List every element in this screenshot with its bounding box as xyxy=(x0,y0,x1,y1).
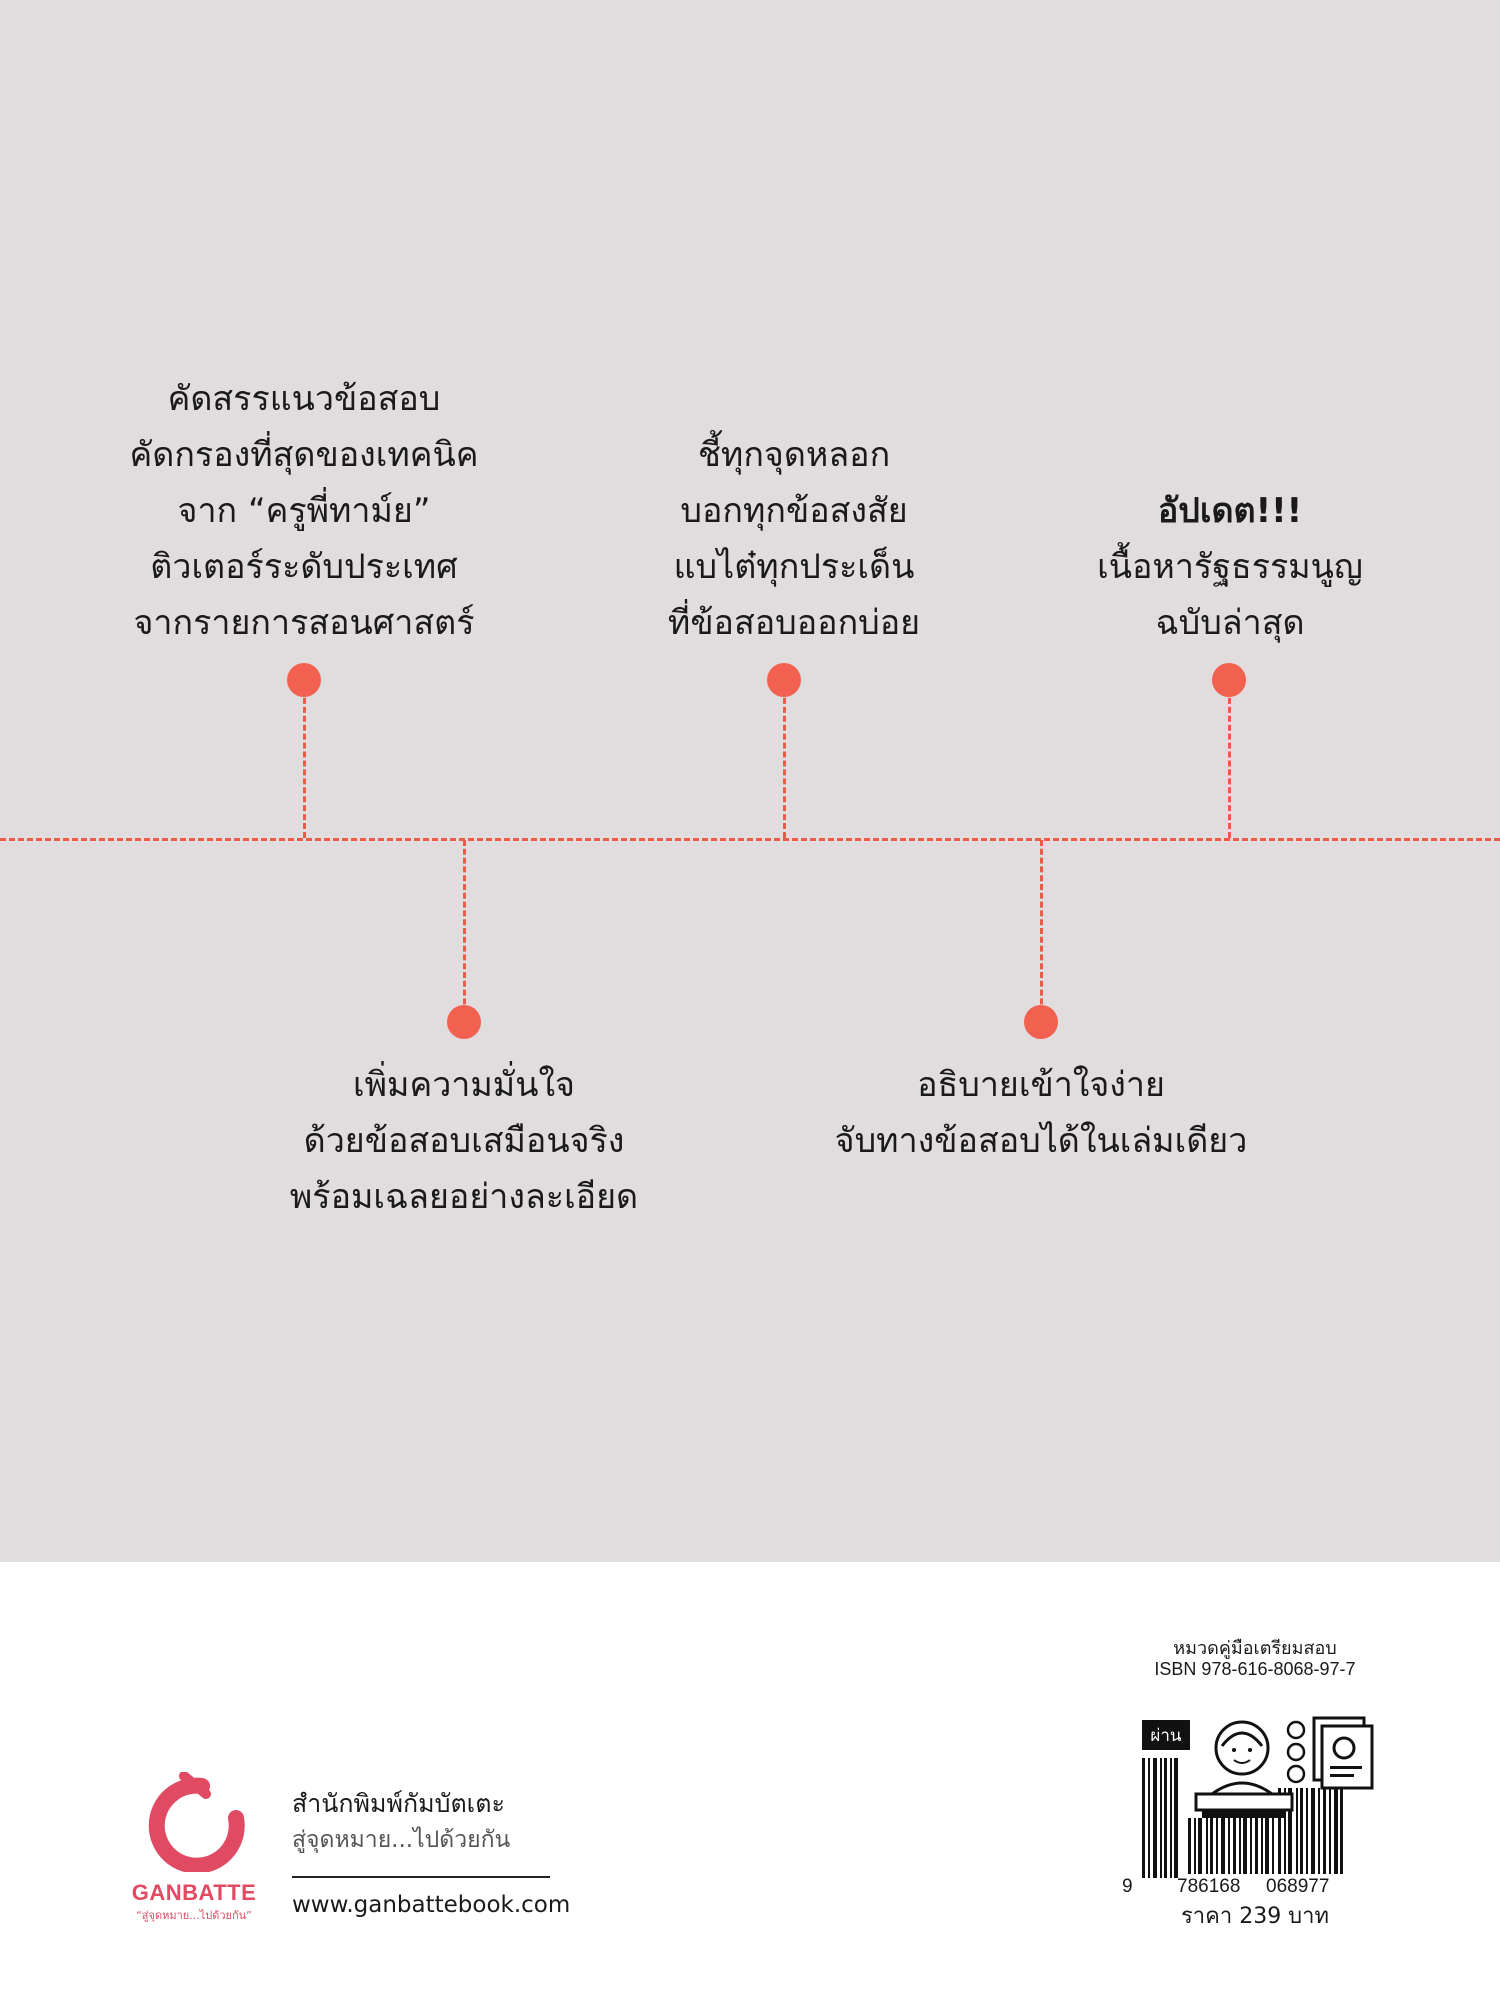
connector-4 xyxy=(463,840,466,1022)
feature-line: อธิบายเข้าใจง่าย xyxy=(917,1065,1165,1105)
publisher-slogan: สู่จุดหมาย...ไปด้วยกัน xyxy=(292,1827,511,1853)
feature-trick-points xyxy=(614,427,974,651)
feature-line: ที่ข้อสอบออกบ่อย xyxy=(667,603,921,643)
timeline-dot-5 xyxy=(1024,1005,1058,1039)
timeline-axis xyxy=(0,838,1500,841)
feature-easy-explanation xyxy=(816,1057,1266,1169)
barcode-digits-group-1: 786168 xyxy=(1177,1876,1241,1897)
connector-2 xyxy=(783,680,786,838)
publisher-name: สำนักพิมพ์กัมบัตเตะ xyxy=(292,1789,505,1818)
feature-line: คัดสรรแนวข้อสอบ xyxy=(167,379,441,419)
feature-line: จากรายการสอนศาสตร์ xyxy=(133,603,475,643)
connector-5 xyxy=(1040,840,1043,1022)
barcode-illustration xyxy=(1118,1708,1380,1892)
brand-tagline: “สู่จุดหมาย...ไปด้วยกัน” xyxy=(136,1909,252,1922)
timeline-dot-1 xyxy=(287,663,321,697)
barcode-digits-group-2: 068977 xyxy=(1266,1876,1330,1897)
pass-stamp: ผ่าน xyxy=(1150,1726,1182,1746)
feature-line: ชี้ทุกจุดหลอก xyxy=(697,435,891,475)
timeline-dot-4 xyxy=(447,1005,481,1039)
feature-line: ติวเตอร์ระดับประเทศ xyxy=(150,547,458,587)
brand-wordmark: GANBATTE xyxy=(131,1880,257,1905)
barcode-digit-first: 9 xyxy=(1122,1876,1133,1897)
feature-line: เพิ่มความมั่นใจ xyxy=(353,1065,575,1105)
feature-line: เนื้อหารัฐธรรมนูญ xyxy=(1097,547,1363,587)
feature-line: ด้วยข้อสอบเสมือนจริง xyxy=(303,1121,625,1161)
feature-line: จาก “ครูพี่ทาม์ย” xyxy=(177,491,431,531)
timeline-dot-3 xyxy=(1212,663,1246,697)
connector-3 xyxy=(1228,680,1231,838)
publisher-website-link[interactable]: www.ganbattebook.com xyxy=(292,1892,571,1918)
feature-realistic-exams xyxy=(269,1057,659,1225)
feature-line: คัดกรองที่สุดของเทคนิค xyxy=(129,435,479,475)
feature-highlight: อัปเดต!!! xyxy=(1157,491,1303,531)
feature-line: ฉบับล่าสุด xyxy=(1155,603,1305,643)
feature-line: บอกทุกข้อสงสัย xyxy=(680,491,908,531)
feature-line: จับทางข้อสอบได้ในเล่มเดียว xyxy=(834,1121,1248,1161)
feature-line: แบไต๋ทุกประเด็น xyxy=(673,547,915,587)
publisher-divider xyxy=(292,1876,550,1878)
timeline-dot-2 xyxy=(767,663,801,697)
feature-line: พร้อมเฉลยอย่างละเอียด xyxy=(289,1177,639,1217)
ganbatte-logo-icon xyxy=(140,1772,248,1872)
feature-selected-exams xyxy=(104,371,504,651)
connector-1 xyxy=(303,680,306,838)
isbn-number: ISBN 978-616-8068-97-7 xyxy=(1154,1659,1356,1679)
price-label: ราคา 239 บาท xyxy=(1180,1904,1330,1929)
feature-constitution-update xyxy=(1065,483,1395,651)
book-category: หมวดคู่มือเตรียมสอบ xyxy=(1173,1638,1337,1659)
